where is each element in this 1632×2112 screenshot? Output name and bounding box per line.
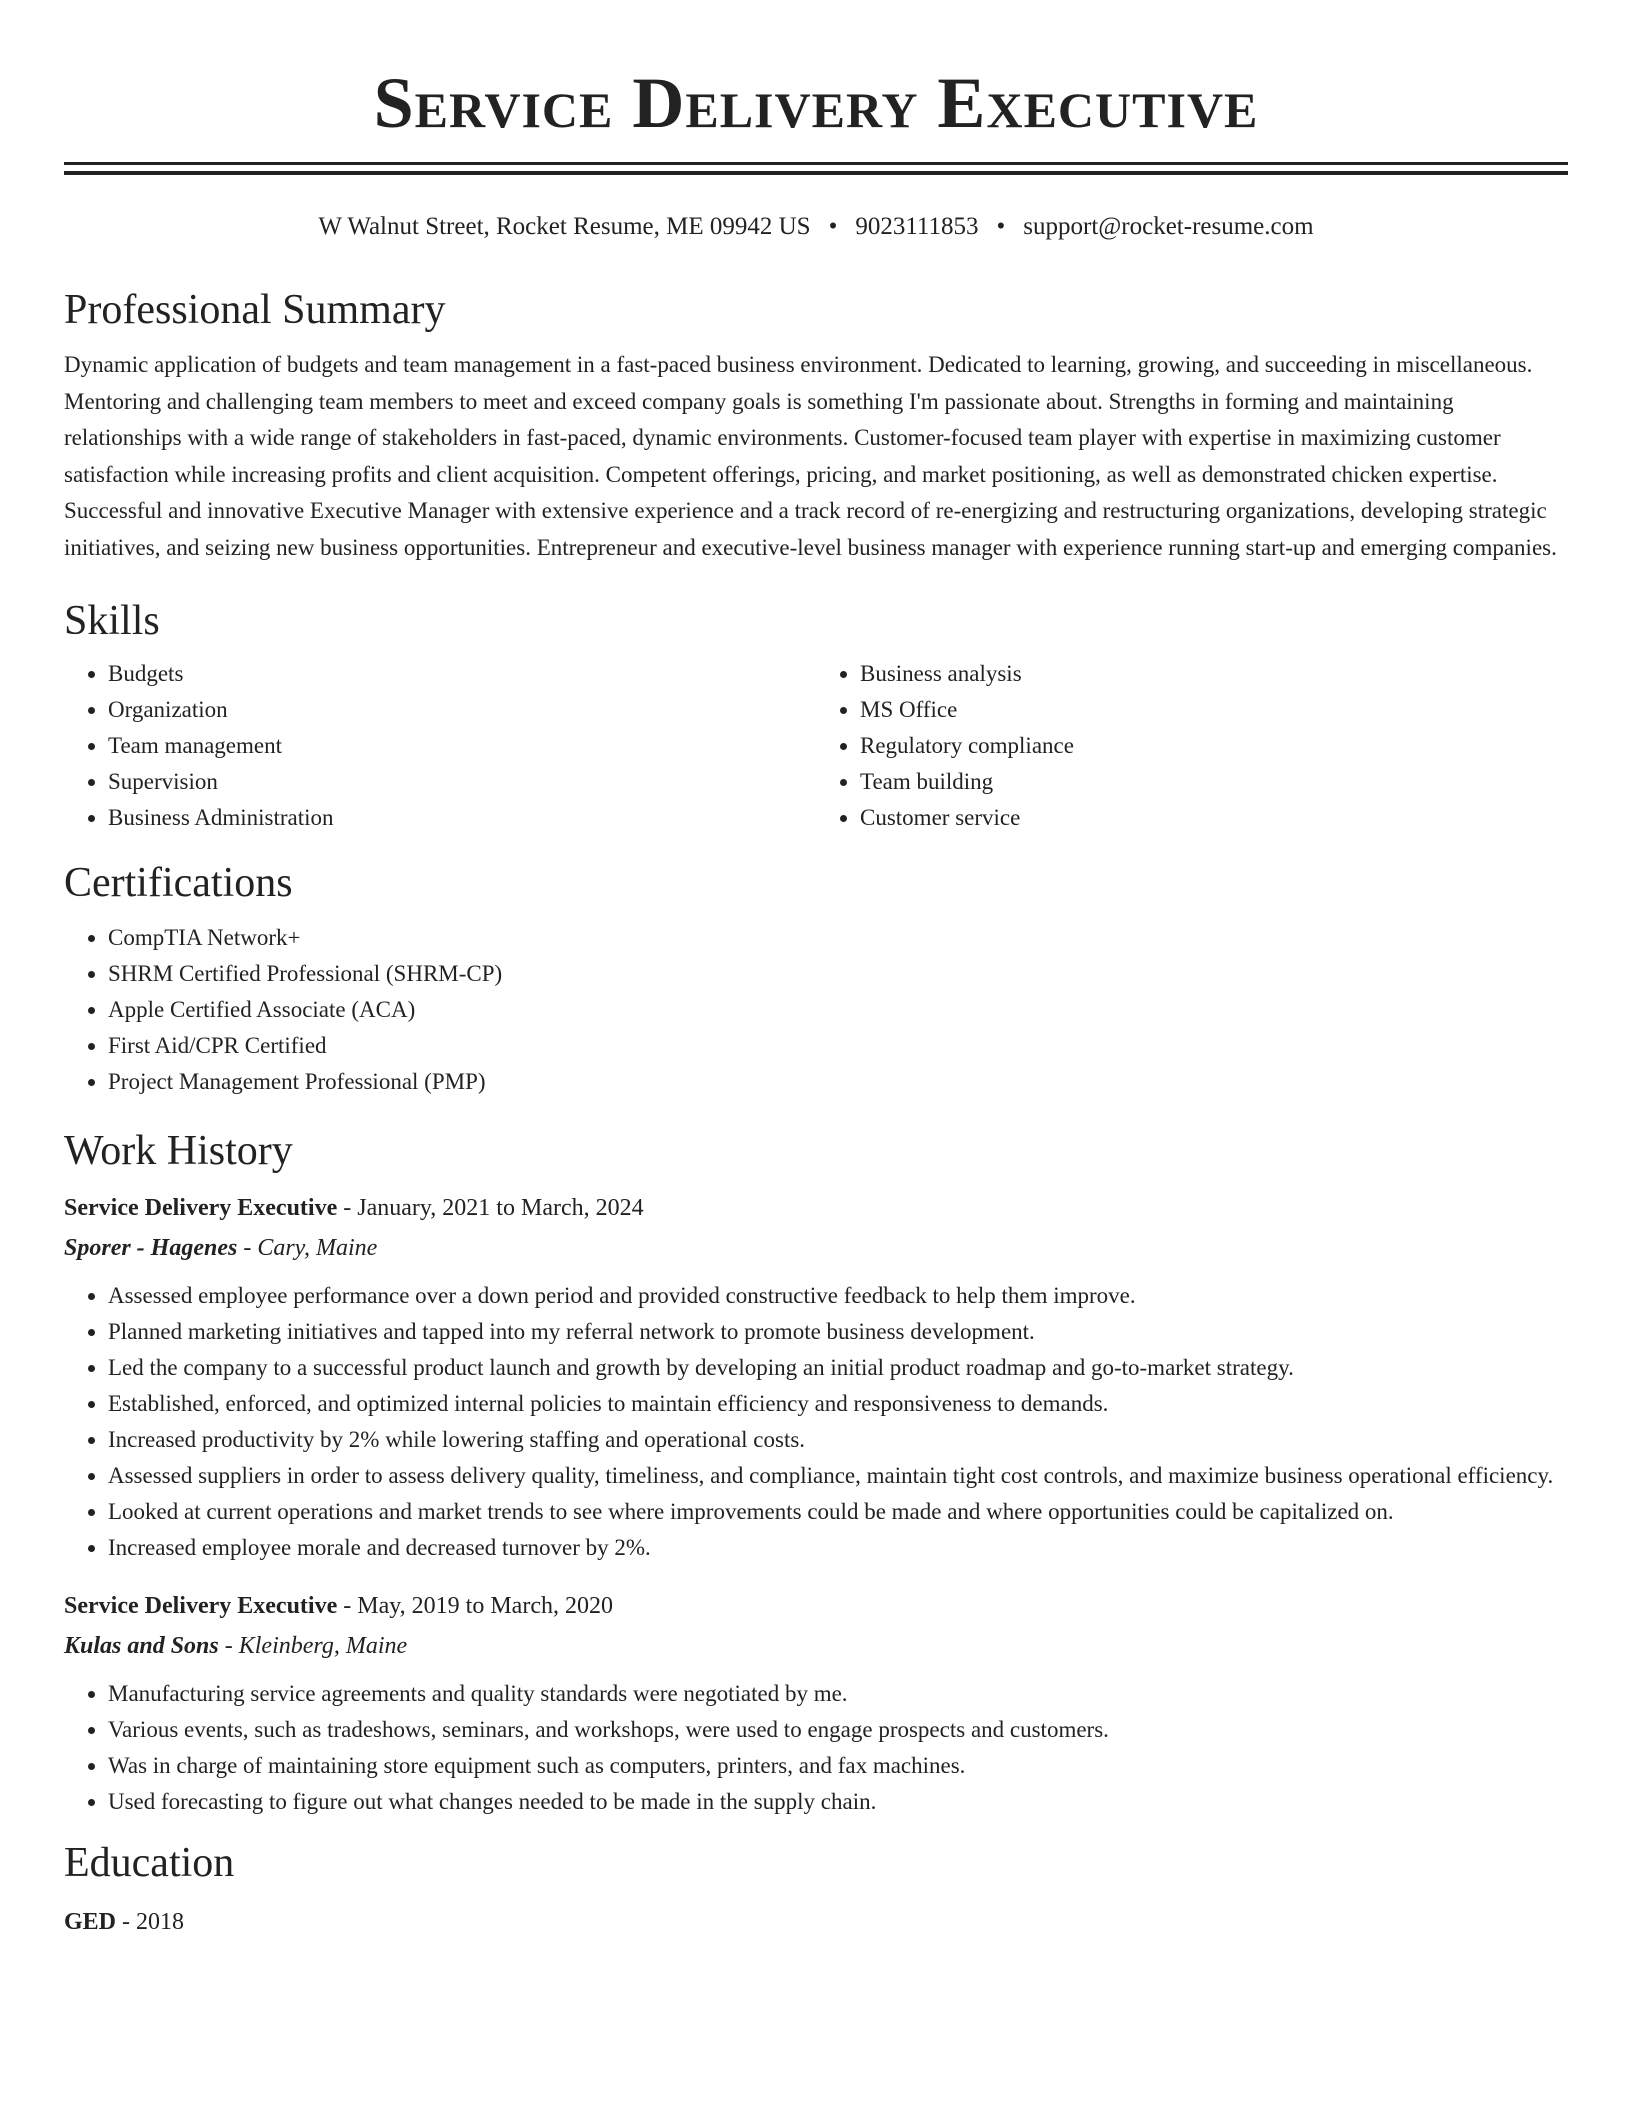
education-heading: Education: [64, 1840, 235, 1886]
job-dates: - January, 2021 to March, 2024: [337, 1195, 644, 1221]
job-bullet: • Various events, such as tradeshows, seminars, and workshops, were used to engage prospects and customers.: [108, 1712, 1568, 1748]
certification-item: • SHRM Certified Professional (SHRM-CP): [108, 956, 1568, 992]
certifications-section: [64, 858, 1568, 1100]
summary-text: Dynamic application of budgets and team management in a fast-paced business environment. Dedicated to learning, growing, and succeeding in miscellaneous. Mentoring and challenging team members to meet and exceed company goals is something I'm passionate about. Strengths in forming and maintaining relationships with a wide range of stakeholders in fast-paced, dynamic environments. Customer-focused team player with expertise in maximizing customer satisfaction while increasing profits and client acquisition. Competent offerings, pricing, and market positioning, as well as demonstrated chicken expertise. Successful and innovative Executive Manager with extensive experience and a track record of re-energizing and restructuring organizations, developing strategic initiatives, and seizing new business opportunities. Entrepreneur and executive-level business manager with experience running start-up and emerging companies.: [64, 352, 1557, 560]
skills-list-right: [816, 656, 1568, 836]
job-entry: [64, 1586, 1568, 1820]
job-entry: [64, 1188, 1568, 1566]
skills-column-right: [816, 656, 1568, 836]
job-bullets: [64, 1278, 1568, 1566]
job-bullet: • Was in charge of maintaining store equipment such as computers, printers, and fax machines.: [108, 1748, 1568, 1784]
contact-separator: •: [996, 213, 1006, 240]
job-title-line: [64, 1188, 1568, 1228]
job-bullet: • Established, enforced, and optimized internal policies to maintain efficiency and responsiveness to demands.: [108, 1386, 1568, 1422]
certifications-heading: Certifications: [64, 860, 293, 906]
certification-item: • CompTIA Network+: [108, 920, 1568, 956]
job-company: Sporer - Hagenes: [64, 1235, 238, 1261]
job-title: Service Delivery Executive: [64, 1593, 338, 1619]
certification-item: • Project Management Professional (PMP): [108, 1064, 1568, 1100]
skills-section: [64, 596, 1568, 836]
job-title: Service Delivery Executive: [64, 1195, 338, 1221]
job-bullet: • Looked at current operations and market trends to see where improvements could be made and where opportunities could be capitalized on.: [108, 1494, 1568, 1530]
skill-item: • Customer service: [860, 800, 1568, 836]
skill-item: • Team management: [108, 728, 816, 764]
skill-item: • Organization: [108, 692, 816, 728]
skill-item: • Supervision: [108, 764, 816, 800]
education-year: - 2018: [116, 1909, 185, 1935]
title-rule-thick: [64, 171, 1568, 175]
education-degree: GED: [64, 1909, 117, 1935]
certifications-list: [64, 920, 1568, 1100]
skill-item: • Regulatory compliance: [860, 728, 1568, 764]
job-bullet: • Assessed suppliers in order to assess delivery quality, timeliness, and compliance, maintain tight cost controls, and maximize business operational efficiency.: [108, 1458, 1568, 1494]
title-rule-thin: [64, 162, 1568, 165]
skill-item: • Business Administration: [108, 800, 816, 836]
skills-list-left: [64, 656, 816, 836]
skill-item: • Budgets: [108, 656, 816, 692]
skill-item: • MS Office: [860, 692, 1568, 728]
job-company: Kulas and Sons: [64, 1633, 219, 1659]
certification-item: • Apple Certified Associate (ACA): [108, 992, 1568, 1028]
certification-item: • First Aid/CPR Certified: [108, 1028, 1568, 1064]
contact-email: support@rocket-resume.com: [1023, 213, 1314, 240]
summary-section: [64, 285, 1568, 566]
job-location: - Cary, Maine: [237, 1235, 378, 1261]
contact-line: [64, 211, 1568, 243]
job-dates: - May, 2019 to March, 2020: [337, 1593, 613, 1619]
job-bullet: • Increased employee morale and decreased turnover by 2%.: [108, 1530, 1568, 1566]
job-title-line: [64, 1586, 1568, 1626]
resume-title: Service Delivery Executive: [373, 63, 1259, 143]
contact-separator: •: [828, 213, 838, 240]
job-bullets: [64, 1676, 1568, 1820]
skill-item: • Business analysis: [860, 656, 1568, 692]
education-line: [64, 1902, 1568, 1942]
contact-address: W Walnut Street, Rocket Resume, ME 09942 US: [318, 213, 811, 240]
summary-heading: Professional Summary: [64, 287, 446, 333]
job-bullet: • Used forecasting to figure out what changes needed to be made in the supply chain.: [108, 1784, 1568, 1820]
job-bullet: • Manufacturing service agreements and quality standards were negotiated by me.: [108, 1676, 1568, 1712]
work-history-section: [64, 1126, 1568, 1820]
skills-columns: [64, 656, 1568, 836]
skills-column-left: [64, 656, 816, 836]
skills-heading: Skills: [64, 598, 160, 644]
job-bullet: • Planned marketing initiatives and tapped into my referral network to promote business development.: [108, 1314, 1568, 1350]
contact-phone: 9023111853: [855, 213, 979, 240]
work-history-heading: Work History: [64, 1128, 293, 1174]
job-company-line: [64, 1228, 1568, 1268]
job-company-line: [64, 1626, 1568, 1666]
skill-item: • Team building: [860, 764, 1568, 800]
job-bullet: • Assessed employee performance over a down period and provided constructive feedback to help them improve.: [108, 1278, 1568, 1314]
job-location: - Kleinberg, Maine: [218, 1633, 408, 1659]
job-bullet: • Increased productivity by 2% while lowering staffing and operational costs.: [108, 1422, 1568, 1458]
education-section: [64, 1838, 1568, 1942]
job-bullet: • Led the company to a successful product launch and growth by developing an initial product roadmap and go-to-market strategy.: [108, 1350, 1568, 1386]
